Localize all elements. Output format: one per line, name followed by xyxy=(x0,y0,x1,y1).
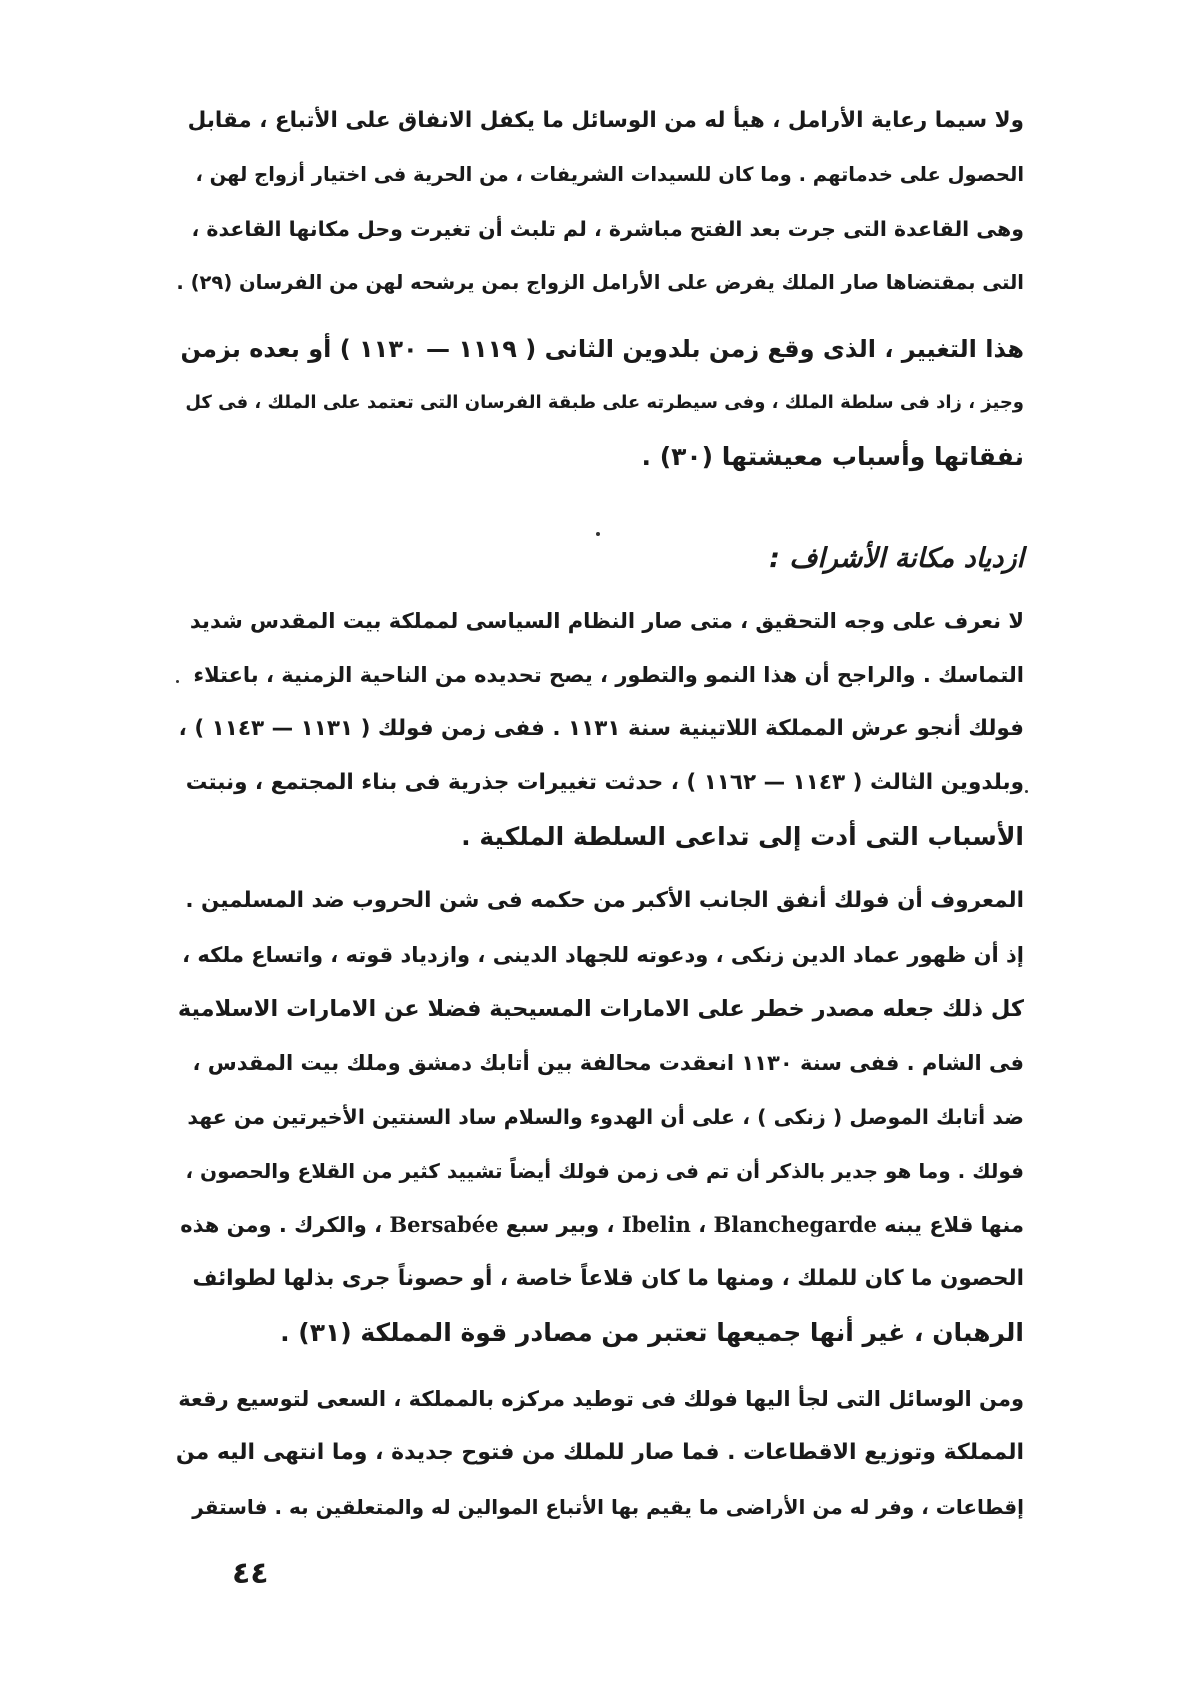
text-line: فى الشام . ففى سنة ١١٣٠ انعقدت محالفة بين أتابك دمشق وملك بيت المقدس ، xyxy=(192,1051,1024,1075)
text-line: كل ذلك جعله مصدر خطر على الامارات المسيحية فضلا عن الامارات الاسلامية xyxy=(177,996,1024,1022)
text-line: المملكة وتوزيع الاقطاعات . فما صار للملك من فتوح جديدة ، وما انتهى اليه من xyxy=(176,1440,1024,1465)
text-line: المعروف أن فولك أنفق الجانب الأكبر من حكمه فى شن الحروب ضد المسلمين . xyxy=(185,888,1024,913)
text-line: الحصول على خدماتهم . وما كان للسيدات الشريفات ، من الحرية فى اختيار أزواج لهن ، xyxy=(195,163,1024,186)
text-line: الأسباب التى أدت إلى تداعى السلطة الملكية . xyxy=(461,822,1024,851)
paragraph-5 xyxy=(176,1372,1024,1534)
text-line: لا نعرف على وجه التحقيق ، متى صار النظام السياسى لمملكة بيت المقدس شديد xyxy=(189,609,1024,633)
text-line: ضد أتابك الموصل ( زنكى ) ، على أن الهدوء والسلام ساد السنتين الأخيرتين من عهد xyxy=(187,1105,1024,1129)
paragraph-2 xyxy=(176,322,1024,484)
text-line: إقطاعات ، وفر له من الأراضى ما يقيم بها الأتباع الموالين له والمتعلقين به . فاستقر xyxy=(192,1495,1024,1519)
paragraph-3 xyxy=(176,594,1024,864)
text-line: وهى القاعدة التى جرت بعد الفتح مباشرة ، لم تلبث أن تغيرت وحل مكانها القاعدة ، xyxy=(191,217,1024,241)
scan-speck xyxy=(176,680,179,683)
scan-speck xyxy=(1025,790,1028,793)
text-line: منها قلاع يبنه Ibelin ، Blanchegarde ، وبير سبع Bersabée ، والكرك . ومن هذه xyxy=(180,1212,1024,1237)
text-line: هذا التغيير ، الذى وقع زمن بلدوين الثانى ( ١١١٩ — ١١٣٠ ) أو بعده بزمن xyxy=(180,335,1024,363)
paragraph-4 xyxy=(176,874,1024,1360)
text-line: التى بمقتضاها صار الملك يفرض على الأرامل الزواج بمن يرشحه لهن من الفرسان (٢٩) . xyxy=(176,271,1024,294)
text-line: نفقاتها وأسباب معيشتها (٣٠) . xyxy=(641,442,1024,471)
text-line: فولك أنجو عرش المملكة اللاتينية سنة ١١٣١ . ففى زمن فولك ( ١١٣١ — ١١٤٣ ) ، xyxy=(178,716,1024,741)
text-line: الرهبان ، غير أنها جميعها تعتبر من مصادر قوة المملكة (٣١) . xyxy=(280,1318,1024,1347)
text-line: ومن الوسائل التى لجأ اليها فولك فى توطيد مركزه بالمملكة ، السعى لتوسيع رقعة xyxy=(178,1387,1024,1411)
text-column xyxy=(176,94,1024,1534)
paragraph-1 xyxy=(176,94,1024,310)
latin-place-name: Blanchegarde xyxy=(713,1212,877,1237)
text-line: فولك . وما هو جدير بالذكر أن تم فى زمن فولك أيضاً تشييد كثير من القلاع والحصون ، xyxy=(185,1159,1024,1183)
text-line: وجيز ، زاد فى سلطة الملك ، وفى سيطرته على طبقة الفرسان التى تعتمد على الملك ، فى كل xyxy=(185,392,1024,413)
text-line: ولا سيما رعاية الأرامل ، هيأ له من الوسائل ما يكفل الانفاق على الأتباع ، مقابل xyxy=(187,108,1024,133)
text-line: إذ أن ظهور عماد الدين زنكى ، ودعوته للجهاد الدينى ، وازدياد قوته ، واتساع ملكه ، xyxy=(182,943,1024,967)
section-heading: ازدياد مكانة الأشراف : xyxy=(769,543,1024,574)
page-number: ٤٤ xyxy=(232,1556,269,1591)
text-line: التماسك . والراجح أن هذا النمو والتطور ، يصح تحديده من الناحية الزمنية ، باعتلاء xyxy=(193,663,1024,687)
text-line: الحصون ما كان للملك ، ومنها ما كان قلاعاً خاصة ، أو حصوناً جرى بذلها لطوائف xyxy=(192,1266,1024,1291)
text-line: وبلدوين الثالث ( ١١٤٣ — ١١٦٢ ) ، حدثت تغييرات جذرية فى بناء المجتمع ، ونبتت xyxy=(185,770,1024,795)
scan-speck xyxy=(596,532,600,536)
latin-place-name: Bersabée xyxy=(389,1212,499,1237)
latin-place-name: Ibelin xyxy=(621,1212,691,1237)
